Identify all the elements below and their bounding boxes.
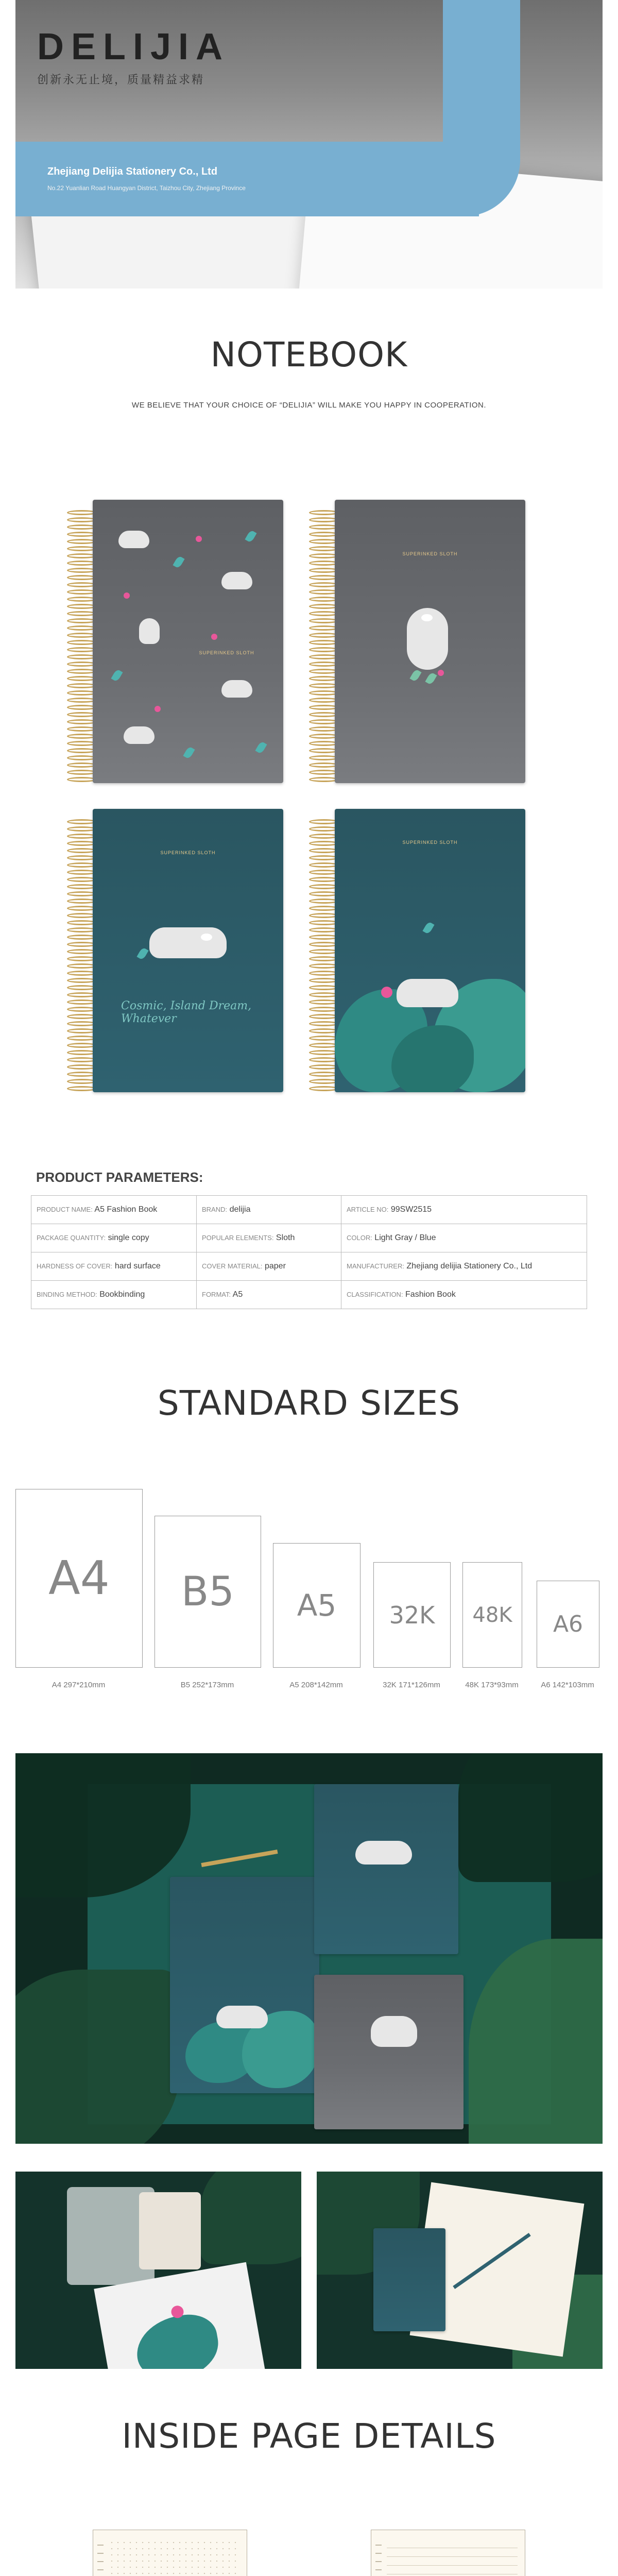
param-value: hard surface (114, 1262, 161, 1270)
page-pattern (387, 2539, 518, 2576)
binding-holes (375, 2540, 382, 2576)
param-value: A5 Fashion Book (94, 1205, 158, 1214)
param-key: ARTICLE NO: (347, 1206, 389, 1213)
parameters-title: PRODUCT PARAMETERS: (36, 1170, 203, 1185)
sloth-illustration (118, 531, 149, 548)
table-row (31, 1224, 587, 1252)
param-value: Zhejiang delijia Stationery Co., Ltd (406, 1262, 533, 1270)
size-caption: 32K 171*126mm (383, 1681, 440, 1689)
table-cell (341, 1252, 587, 1281)
flower-illustration (124, 592, 130, 599)
param-value: Fashion Book (405, 1290, 456, 1299)
leaf-skirt (409, 669, 421, 682)
sloth-face (421, 614, 433, 621)
sloth-illustration (397, 979, 458, 1007)
param-value: 99SW2515 (390, 1205, 432, 1214)
sloth-illustration (371, 2016, 417, 2047)
param-key: PRODUCT NAME: (37, 1206, 93, 1213)
param-key: POPULAR ELEMENTS: (202, 1234, 274, 1242)
photo-notebook-teal-script (314, 1784, 458, 1954)
notebook-cover (335, 500, 525, 783)
size-card-32k (373, 1562, 451, 1668)
size-caption: B5 252*173mm (180, 1681, 234, 1689)
lifestyle-photo-left (15, 2172, 301, 2369)
table-cell (31, 1281, 197, 1309)
parameters-table (31, 1195, 587, 1309)
notebook-cover (335, 809, 525, 1092)
photo-notebook-grey (314, 1975, 464, 2129)
notebook-grey-pattern (67, 500, 288, 788)
param-key: HARDNESS OF COVER: (37, 1262, 113, 1270)
lifestyle-photo-right (317, 2172, 603, 2369)
table-cell (197, 1224, 341, 1252)
flower-illustration (211, 634, 217, 640)
size-card-a5 (273, 1543, 360, 1668)
table-row (31, 1252, 587, 1281)
size-card-48k (462, 1562, 522, 1668)
leaf-illustration (422, 921, 434, 935)
leaf-illustration (173, 555, 184, 569)
notebook-teal-monstera (309, 809, 530, 1097)
table-cell (31, 1196, 197, 1224)
flower-illustration (438, 670, 444, 676)
size-label: A5 (297, 1588, 337, 1623)
size-caption: A5 208*142mm (289, 1681, 343, 1689)
table-cell (341, 1281, 587, 1309)
size-card-a6 (537, 1581, 599, 1668)
table-cell (341, 1196, 587, 1224)
sloth-illustration (124, 726, 154, 744)
leaf-skirt (425, 672, 437, 685)
param-value: Light Gray / Blue (374, 1233, 436, 1242)
table-cell (197, 1196, 341, 1224)
cover-brand-text: SUPERINKED SLOTH (402, 551, 458, 556)
hero-blue-band (15, 142, 479, 216)
table-cell (31, 1252, 197, 1281)
page-dotted (93, 2530, 247, 2576)
sloth-illustration (149, 927, 227, 958)
flower-illustration (196, 536, 202, 542)
param-value: delijia (229, 1205, 251, 1214)
param-key: CLASSIFICATION: (347, 1291, 403, 1298)
sloth-illustration (355, 1841, 412, 1865)
sloth-face (201, 934, 212, 941)
palm-leaf (458, 1753, 603, 1882)
param-key: BRAND: (202, 1206, 228, 1213)
sloth-illustration (139, 618, 160, 644)
notebook-cover (93, 500, 283, 783)
table-cell (31, 1224, 197, 1252)
table-row (31, 1281, 587, 1309)
table-row (31, 1196, 587, 1224)
inside-title: INSIDE PAGE DETAILS (122, 2416, 496, 2456)
palm-leaf (201, 2172, 301, 2264)
photo-notebook-teal (373, 2228, 445, 2331)
sloth-illustration (221, 680, 252, 698)
flower-illustration (381, 987, 392, 998)
size-label: 48K (472, 1603, 512, 1627)
photo-notebook-teal (170, 1877, 319, 2093)
param-key: COVER MATERIAL: (202, 1262, 263, 1270)
size-caption: A4 297*210mm (52, 1681, 106, 1689)
notebook-teal-script (67, 809, 288, 1097)
binding-holes (97, 2540, 104, 2576)
param-key: FORMAT: (202, 1291, 231, 1298)
param-value: Sloth (276, 1233, 295, 1242)
company-address: No.22 Yuanlian Road Huangyan District, Taizhou City, Zhejiang Province (47, 184, 246, 192)
lifestyle-photo-main (15, 1753, 603, 2144)
table-cell (197, 1281, 341, 1309)
table-cell (197, 1252, 341, 1281)
cover-brand-text: SUPERINKED SLOTH (402, 840, 458, 845)
size-caption: A6 142*103mm (541, 1681, 594, 1689)
cover-script-text: Cosmic, Island Dream, Whatever (121, 999, 252, 1025)
sizes-title: STANDARD SIZES (157, 1383, 461, 1423)
size-label: B5 (181, 1568, 235, 1615)
page-pattern (109, 2539, 239, 2576)
param-key: MANUFACTURER: (347, 1262, 404, 1270)
param-value: single copy (108, 1233, 149, 1242)
size-label: A6 (553, 1611, 583, 1637)
cover-brand-text: SUPERINKED SLOTH (160, 850, 216, 855)
company-name: Zhejiang Delijia Stationery Co., Ltd (47, 166, 218, 177)
brand-slogan: 创新永无止境，质量精益求精 (37, 74, 205, 87)
param-value: A5 (232, 1290, 243, 1299)
size-card-a4 (15, 1489, 143, 1668)
leaf-illustration (136, 947, 148, 960)
page-ruled (371, 2530, 525, 2576)
param-key: BINDING METHOD: (37, 1291, 97, 1298)
sloth-illustration (216, 2006, 268, 2028)
notebook-title: NOTEBOOK (210, 335, 408, 375)
leaf-illustration (255, 741, 267, 754)
param-value: Bookbinding (99, 1290, 145, 1299)
palm-leaf (15, 1970, 180, 2144)
notebook-grey-single (309, 500, 530, 788)
param-key: COLOR: (347, 1234, 372, 1242)
paper-cup (139, 2192, 201, 2269)
param-key: PACKAGE QUANTITY: (37, 1234, 106, 1242)
sloth-illustration (221, 572, 252, 589)
hero-banner (15, 0, 603, 289)
leaf-illustration (183, 746, 195, 759)
size-label: 32K (389, 1601, 435, 1629)
notebook-subtitle: WE BELIEVE THAT YOUR CHOICE OF “DELIJIA” WILL MAKE YOU HAPPY IN COOPERATION. (131, 401, 487, 410)
flower-illustration (154, 706, 161, 712)
table-cell (341, 1224, 587, 1252)
cover-brand-text: SUPERINKED SLOTH (199, 650, 254, 655)
notebook-cover (93, 809, 283, 1092)
size-caption: 48K 173*93mm (465, 1681, 519, 1689)
monstera-leaf (131, 2310, 223, 2369)
leaf-illustration (111, 669, 123, 682)
leaf-illustration (245, 530, 256, 543)
size-label: A4 (48, 1551, 110, 1605)
param-value: paper (264, 1262, 286, 1270)
brand-logo: DELIJIA (37, 26, 230, 67)
size-card-b5 (154, 1516, 261, 1668)
